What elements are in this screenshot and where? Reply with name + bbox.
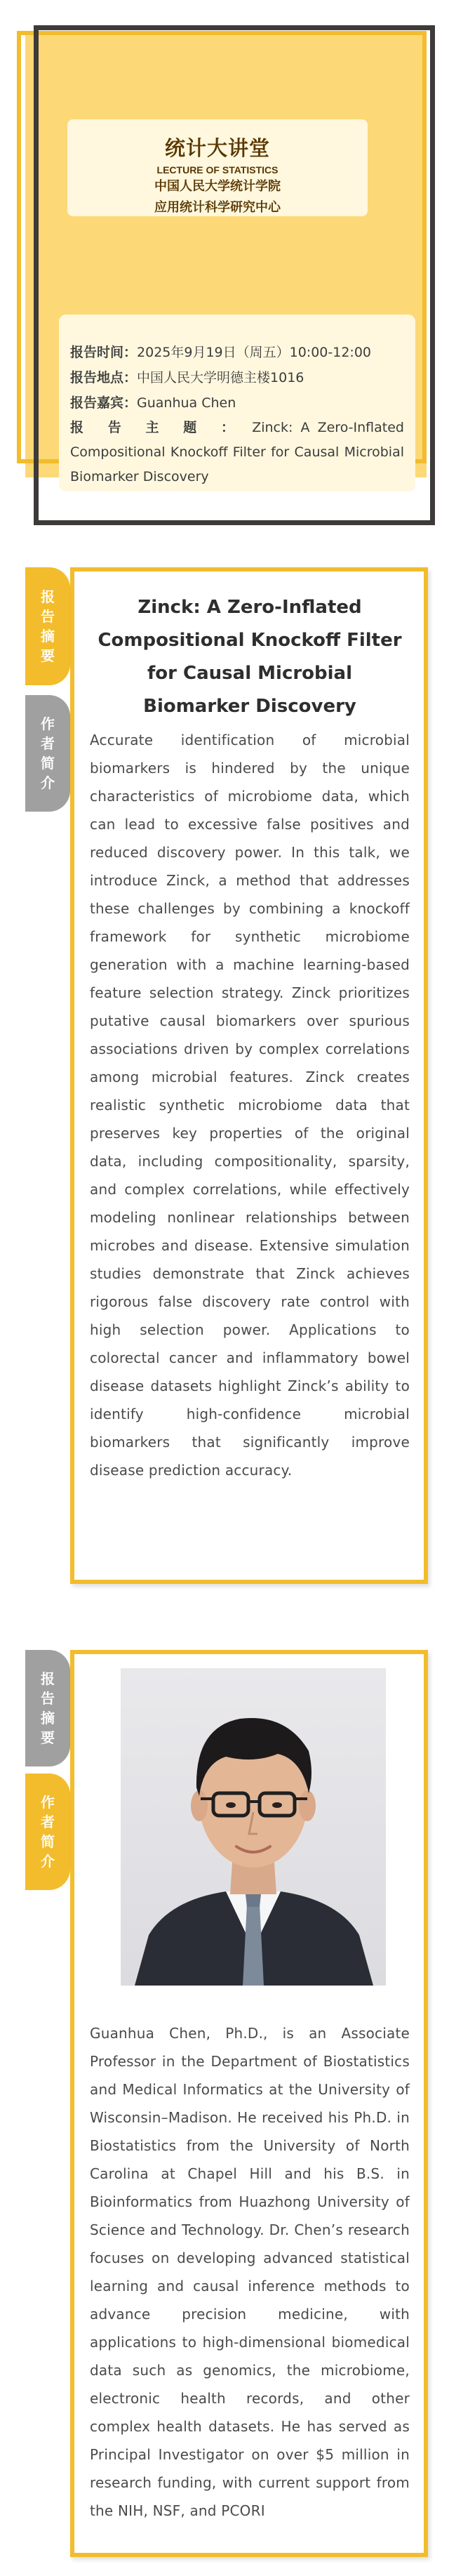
tab-author-char-3: 简 <box>41 755 55 772</box>
tab-author-char-3: 简 <box>41 1833 55 1850</box>
author-bio: Guanhua Chen, Ph.D., is an Associate Professor in the Department of Biostatistics and Medical Informatics at the University of Wisconsin–Madison. He received his Ph.D. in Biostatistics from the University of North Carolina at Chapel Hill and his B.S. in Bioinformatics from Huazhong University of Science and Technology. Dr. Chen’s research focuses on developing advanced statistical learning and causal inference methods to advance precision medicine, with applications to high-dimensional biomedical data such as genomics, the microbiome, electronic health records, and other complex health datasets. He has served as Principal Investigator on over $5 million in research funding, with current support from the NIH, NSF, and PCORI <box>90 2025 410 2519</box>
tab-abstract-char-4: 要 <box>41 1729 55 1746</box>
tab-author-active[interactable] <box>25 1774 70 1890</box>
lecture-speaker-value: Guanhua Chen <box>137 395 236 411</box>
tab-abstract-char-1: 报 <box>41 588 55 605</box>
lecture-time-label: 报告时间： <box>70 345 138 360</box>
tab-author-char-2: 者 <box>41 735 55 752</box>
tab-abstract-char-2: 告 <box>41 608 55 625</box>
lecture-place <box>70 365 404 390</box>
author-card <box>70 1650 428 2557</box>
lecture-title-card <box>67 119 368 216</box>
lecture-time-value: 2025年9月19日（周五）10:00-12:00 <box>137 345 372 360</box>
tab-author-char-2: 者 <box>41 1814 55 1830</box>
lecture-place-label: 报告地点： <box>70 370 138 385</box>
tab-author-char-4: 介 <box>41 1853 55 1870</box>
tab-abstract-char-3: 摘 <box>41 1710 55 1726</box>
organizer-school: 中国人民大学统计学院 <box>154 179 281 194</box>
organizer-center: 应用统计科学研究中心 <box>154 200 281 215</box>
tab-author-char-1: 作 <box>41 715 55 732</box>
abstract-title: Zinck: A Zero-Inflated Compositional Knockoff Filter for Causal Microbial Biomarker Discovery <box>98 597 402 717</box>
lecture-series-title: 统计大讲堂 <box>164 136 270 160</box>
speaker-portrait-drawing <box>121 1668 386 1986</box>
speaker-portrait-icon <box>121 1668 386 1986</box>
lecture-time <box>70 340 404 365</box>
lecture-topic-value: Zinck: A Zero-Inflated Compositional Knockoff Filter for Causal Microbial Biomarker Discovery <box>70 420 404 484</box>
tab-abstract-char-3: 摘 <box>41 628 55 645</box>
tab-abstract[interactable] <box>25 1650 70 1766</box>
tab-abstract-char-4: 要 <box>41 647 55 664</box>
tab-author[interactable] <box>25 695 70 812</box>
lecture-series-title-en: LECTURE OF STATISTICS <box>156 164 279 176</box>
tab-abstract-char-1: 报 <box>41 1670 55 1687</box>
lecture-topic-label: 报 告 主 题 ： <box>70 420 245 435</box>
abstract-card <box>70 567 428 1584</box>
tab-abstract-active[interactable] <box>25 567 70 685</box>
lecture-info-card <box>59 315 415 491</box>
lecture-speaker <box>70 390 404 416</box>
lecture-topic <box>70 416 404 489</box>
tab-abstract-char-2: 告 <box>41 1690 55 1707</box>
lecture-speaker-label: 报告嘉宾： <box>70 395 138 411</box>
abstract-body: Accurate identification of microbial biomarkers is hindered by the unique characteristics of microbiome data, which can lead to excessive false positives and reduced discovery power. In this talk, we introduce Zinck, a method that addresses these challenges by combining a knockoff framework for synthetic microbiome generation with a machine learning-based feature selection strategy. Zinck prioritizes putative causal biomarkers over spurious associations driven by complex correlations among microbial features. Zinck creates realistic synthetic microbiome data that preserves key properties of the original data, including compositionality, sparsity, and complex correlations, while effectively modeling nonlinear relationships between microbes and disease. Extensive simulation studies demonstrate that Zinck achieves rigorous false discovery rate control with high selection power. Applications to colorectal cancer and inflammatory bowel disease datasets highlight Zinck’s ability to identify high-confidence microbial biomarkers that significantly improve disease prediction accuracy. <box>90 732 410 1479</box>
tab-author-char-4: 介 <box>41 774 55 791</box>
tab-author-char-1: 作 <box>41 1794 55 1811</box>
lecture-place-value: 中国人民大学明德主楼1016 <box>137 370 304 385</box>
